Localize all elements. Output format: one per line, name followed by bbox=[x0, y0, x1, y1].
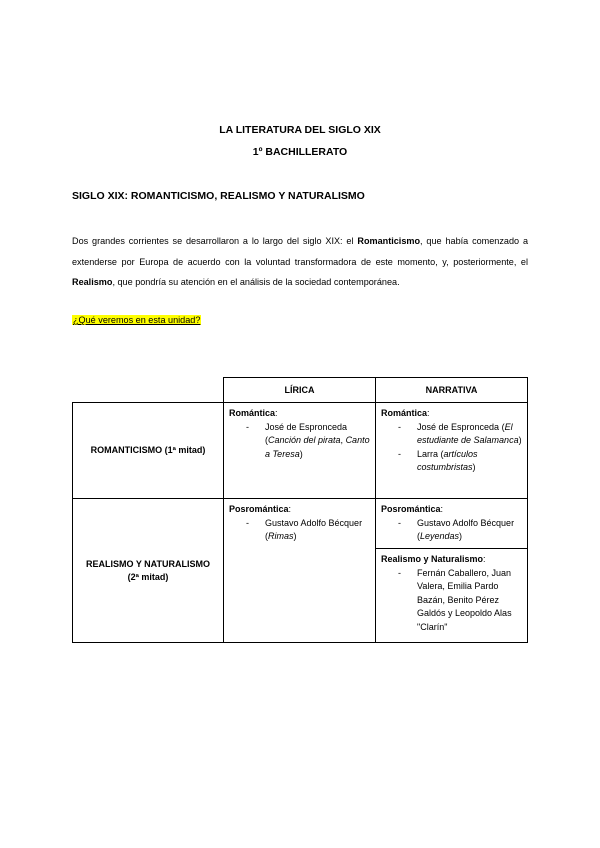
row-label-romanticismo: ROMANTICISMO (1ª mitad) bbox=[73, 403, 224, 499]
section-heading: SIGLO XIX: ROMANTICISMO, REALISMO Y NATURALISMO bbox=[72, 190, 365, 202]
list-item: - Gustavo Adolfo Bécquer (Leyendas) bbox=[381, 517, 522, 544]
list-item: - José de Espronceda (Canción del pirata, Canto a Teresa) bbox=[229, 421, 370, 462]
course-label: 1º BACHILLERATO bbox=[252, 146, 348, 158]
intro-romanticismo: Romanticismo bbox=[357, 236, 421, 246]
header-narrativa: NARRATIVA bbox=[376, 378, 528, 403]
intro-text-1: Dos grandes corrientes se desarrollaron a lo largo del siglo XIX: el bbox=[72, 236, 358, 246]
intro-text-2: , que había comenzado a extenderse por Europa de acuerdo con la voluntad transformadora de este momento, y, posteriormente, el bbox=[72, 236, 528, 267]
cell-romanticismo-narrativa: Romántica: - José de Espronceda (El estudiante de Salamanca) - Larra (artículos costumbristas) bbox=[376, 403, 528, 499]
literature-table bbox=[72, 377, 528, 643]
header-lirica: LÍRICA bbox=[224, 378, 376, 403]
cell-realismo-lirica: Posromántica: - Gustavo Adolfo Bécquer (Rimas) bbox=[224, 499, 376, 643]
list-item: - José de Espronceda (El estudiante de Salamanca) bbox=[381, 421, 522, 448]
intro-text-3: , que pondría su atención en el análisis de la sociedad contemporánea. bbox=[112, 277, 400, 287]
subheading: Romántica bbox=[381, 408, 428, 418]
list-item: - Fernán Caballero, Juan Valera, Emilia Pardo Bazán, Benito Pérez Galdós y Leopoldo Alas "Clarín" bbox=[381, 567, 522, 635]
list-item: - Larra (artículos costumbristas) bbox=[381, 448, 522, 475]
unit-question: ¿Qué veremos en esta unidad? bbox=[73, 315, 201, 325]
intro-realismo: Realismo bbox=[72, 277, 113, 287]
list-item: - Gustavo Adolfo Bécquer (Rimas) bbox=[229, 517, 370, 544]
document-title: LA LITERATURA DEL SIGLO XIX bbox=[219, 124, 381, 136]
subheading: Posromántica bbox=[229, 504, 289, 514]
subheading: Realismo y Naturalismo bbox=[381, 554, 484, 564]
cell-romanticismo-lirica: Romántica: - José de Espronceda (Canción del pirata, Canto a Teresa) bbox=[224, 403, 376, 499]
table-corner bbox=[73, 378, 224, 403]
intro-paragraph bbox=[72, 231, 528, 293]
row-label-realismo: REALISMO Y NATURALISMO (2ª mitad) bbox=[73, 499, 224, 643]
subheading: Posromántica bbox=[381, 504, 441, 514]
cell-posromantica-narrativa: Posromántica: - Gustavo Adolfo Bécquer (Leyendas) bbox=[376, 499, 528, 549]
subheading: Romántica bbox=[229, 408, 276, 418]
cell-realismo-narrativa: Realismo y Naturalismo: - Fernán Caballero, Juan Valera, Emilia Pardo Bazán, Benito Pérez Galdós y Leopoldo Alas "Clarín" bbox=[376, 549, 528, 643]
